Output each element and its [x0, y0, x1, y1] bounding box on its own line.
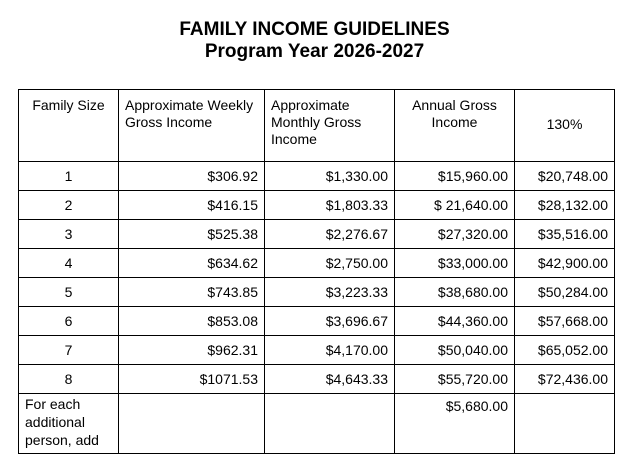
cell-130-percent: $28,132.00 [515, 191, 615, 220]
document-subtitle: Program Year 2026-2027 [204, 41, 425, 62]
cell-weekly: $634.62 [119, 249, 265, 278]
table-row [19, 249, 615, 278]
cell-annual: $33,000.00 [395, 249, 515, 278]
cell-monthly: $4,170.00 [265, 336, 395, 365]
cell-weekly: $525.38 [119, 220, 265, 249]
header-row [19, 90, 615, 162]
cell-weekly: $306.92 [119, 162, 265, 191]
cell-weekly: $1071.53 [119, 365, 265, 394]
header-130-percent: 130% [515, 90, 615, 162]
table-row [19, 278, 615, 307]
cell-130-percent: $50,284.00 [515, 278, 615, 307]
table-row [19, 162, 615, 191]
table-row [19, 191, 615, 220]
cell-130-percent: $20,748.00 [515, 162, 615, 191]
cell-130-percent: $42,900.00 [515, 249, 615, 278]
table-body [19, 162, 615, 454]
cell-monthly: $1,330.00 [265, 162, 395, 191]
income-guidelines-table [18, 89, 615, 454]
cell-130-percent [515, 394, 615, 454]
cell-additional-annual: $5,680.00 [395, 394, 515, 454]
cell-130-percent: $57,668.00 [515, 307, 615, 336]
cell-family-size: 4 [19, 249, 119, 278]
table-row [19, 307, 615, 336]
cell-130-percent: $72,436.00 [515, 365, 615, 394]
cell-monthly [265, 394, 395, 454]
cell-family-size: 3 [19, 220, 119, 249]
header-monthly-income: Approximate Monthly Gross Income [265, 90, 395, 162]
cell-monthly: $2,750.00 [265, 249, 395, 278]
cell-family-size: 1 [19, 162, 119, 191]
header-family-size: Family Size [19, 90, 119, 162]
cell-monthly: $3,223.33 [265, 278, 395, 307]
cell-additional-label: For each additional person, add [19, 394, 119, 454]
table-row [19, 336, 615, 365]
cell-monthly: $1,803.33 [265, 191, 395, 220]
document-title: FAMILY INCOME GUIDELINES [179, 19, 450, 40]
cell-weekly: $416.15 [119, 191, 265, 220]
cell-family-size: 5 [19, 278, 119, 307]
cell-family-size: 7 [19, 336, 119, 365]
cell-130-percent: $65,052.00 [515, 336, 615, 365]
cell-annual: $15,960.00 [395, 162, 515, 191]
cell-monthly: $2,276.67 [265, 220, 395, 249]
cell-weekly: $962.31 [119, 336, 265, 365]
cell-annual: $44,360.00 [395, 307, 515, 336]
cell-weekly [119, 394, 265, 454]
table-header [19, 90, 615, 162]
cell-weekly: $853.08 [119, 307, 265, 336]
header-weekly-income: Approximate Weekly Gross Income [119, 90, 265, 162]
cell-family-size: 8 [19, 365, 119, 394]
cell-annual: $55,720.00 [395, 365, 515, 394]
table-row [19, 220, 615, 249]
cell-family-size: 6 [19, 307, 119, 336]
table-row [19, 365, 615, 394]
header-annual-income: Annual Gross Income [395, 90, 515, 162]
cell-annual: $27,320.00 [395, 220, 515, 249]
cell-family-size: 2 [19, 191, 119, 220]
additional-person-row [19, 394, 615, 454]
cell-130-percent: $35,516.00 [515, 220, 615, 249]
cell-weekly: $743.85 [119, 278, 265, 307]
cell-annual: $ 21,640.00 [395, 191, 515, 220]
cell-annual: $38,680.00 [395, 278, 515, 307]
cell-annual: $50,040.00 [395, 336, 515, 365]
cell-monthly: $4,643.33 [265, 365, 395, 394]
cell-monthly: $3,696.67 [265, 307, 395, 336]
